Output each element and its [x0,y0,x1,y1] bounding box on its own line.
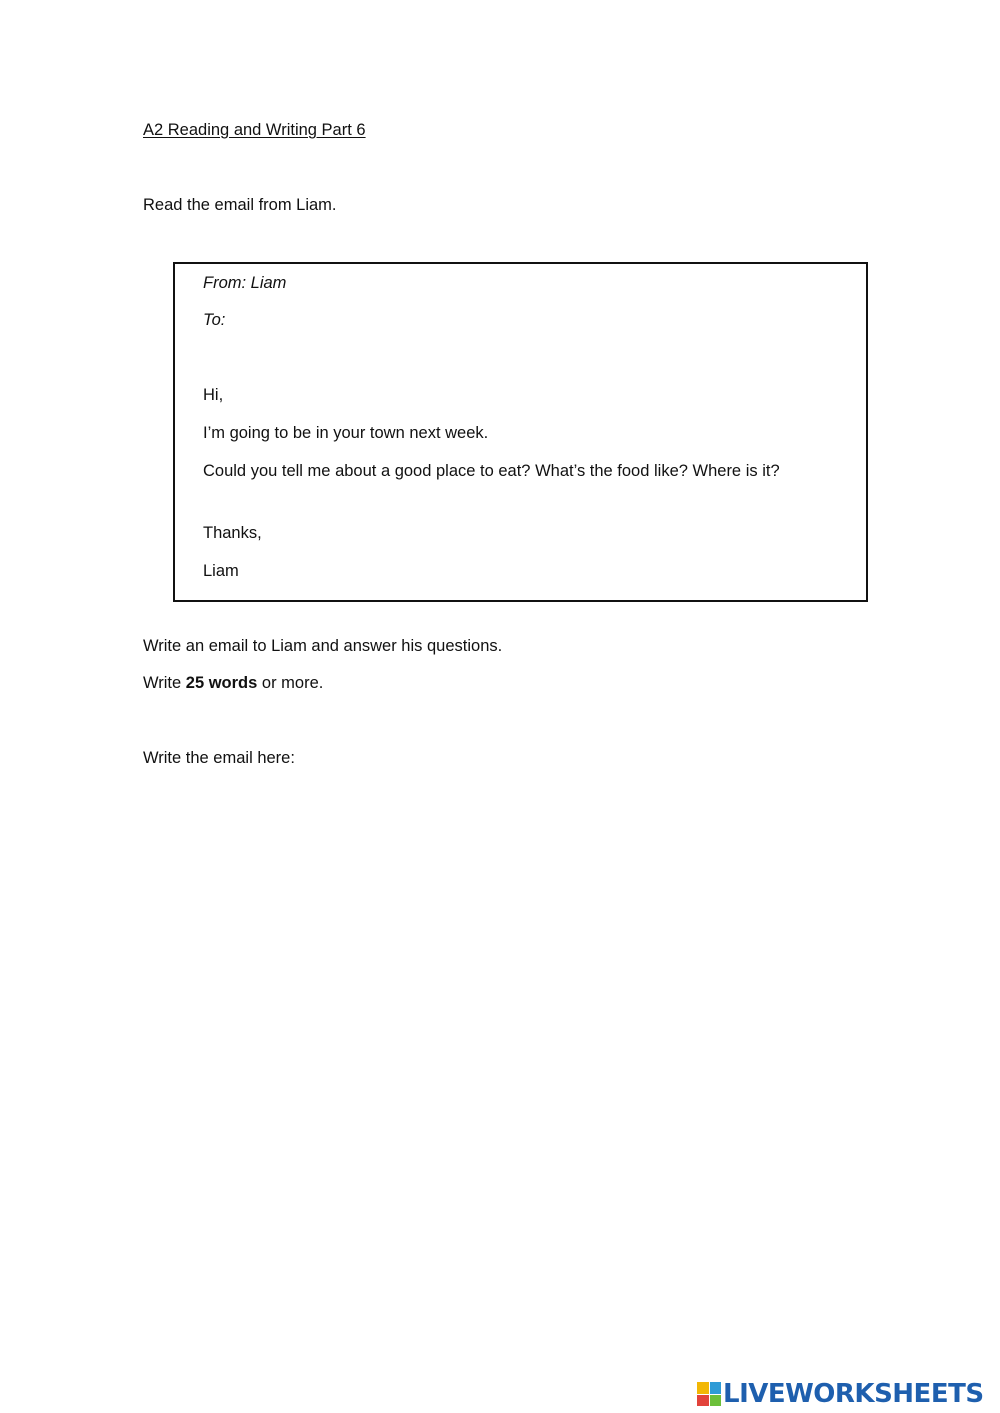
email-body-line-2: Could you tell me about a good place to eat? What’s the food like? Where is it? [203,462,780,480]
email-from-line: From: Liam [203,274,287,292]
intro-text: Read the email from Liam. [143,196,337,214]
task-instruction: Write an email to Liam and answer his questions. [143,637,503,655]
word-count-suffix: or more. [257,674,324,692]
email-greeting: Hi, [203,386,224,404]
email-box [173,262,868,602]
liveworksheets-logo-icon [697,1382,721,1406]
email-body-line-1: I’m going to be in your town next week. [203,424,489,442]
word-count-prefix: Write [143,674,186,692]
answer-prompt: Write the email here: [143,749,295,767]
word-count-bold: 25 words [185,674,258,692]
email-to-line: To: [203,311,226,329]
word-count-instruction [143,673,323,693]
email-closing: Thanks, [203,524,262,542]
answer-textarea[interactable] [143,785,867,1309]
email-signature: Liam [203,562,239,580]
page-title: A2 Reading and Writing Part 6 [143,121,366,139]
liveworksheets-logo [697,1378,984,1410]
brand-name: LIVEWORKSHEETS [723,1379,984,1409]
